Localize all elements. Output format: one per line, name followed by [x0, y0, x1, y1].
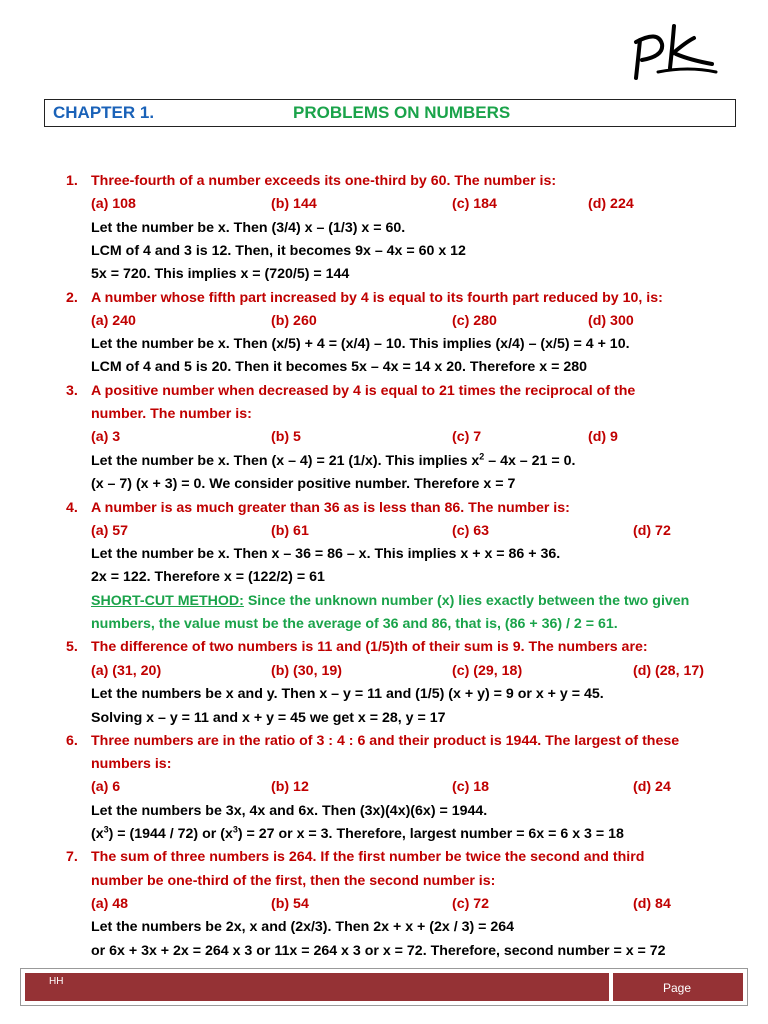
- solution-line: 5x = 720. This implies x = (720/5) = 144: [91, 266, 350, 282]
- option-d: (d) 9: [588, 429, 618, 445]
- solution-line: Let the numbers be 2x, x and (2x/3). Then 2x + x + (2x / 3) = 264: [91, 919, 515, 935]
- option-b: (b) 61: [271, 523, 309, 539]
- question-text: A number is as much greater than 36 as is less than 86. The number is:: [91, 500, 570, 516]
- option-c: (c) 63: [452, 523, 490, 539]
- option-c: (c) 72: [452, 896, 490, 912]
- solution-line: Solving x – y = 11 and x + y = 45 we get x = 28, y = 17: [91, 710, 446, 726]
- chapter-number: CHAPTER 1.: [53, 103, 155, 122]
- question-text: numbers is:: [91, 756, 172, 772]
- option-a: (a) 108: [91, 196, 136, 212]
- question-number: 7.: [66, 849, 78, 865]
- solution-line: (x – 7) (x + 3) = 0. We consider positive number. Therefore x = 7: [91, 476, 516, 492]
- option-c: (c) 7: [452, 429, 482, 445]
- question-text: Three numbers are in the ratio of 3 : 4 : 6 and their product is 1944. The largest of these: [91, 733, 680, 749]
- question-number: 3.: [66, 383, 78, 399]
- solution-line: [91, 452, 575, 470]
- option-c: (c) (29, 18): [452, 663, 523, 679]
- option-d: (d) 300: [588, 313, 634, 329]
- solution-text: ) = (1944 / 72) or (x: [108, 826, 233, 842]
- footer-initials: HH: [49, 976, 64, 987]
- solution-line: Let the number be x. Then (3/4) x – (1/3) x = 60.: [91, 220, 406, 236]
- option-a: (a) 48: [91, 896, 129, 912]
- chapter-title: PROBLEMS ON NUMBERS: [293, 103, 511, 122]
- option-d: (d) 24: [633, 779, 671, 795]
- solution-line: Let the numbers be x and y. Then x – y = 11 and (1/5) (x + y) = 9 or x + y = 45.: [91, 686, 604, 702]
- option-b: (b) 260: [271, 313, 317, 329]
- option-b: (b) 144: [271, 196, 317, 212]
- option-d: (d) 84: [633, 896, 671, 912]
- solution-text: – 4x – 21 = 0.: [484, 453, 576, 469]
- page-footer: [20, 968, 748, 1006]
- solution-line: Let the number be x. Then (x/5) + 4 = (x/4) – 10. This implies (x/4) – (x/5) = 4 + 10.: [91, 336, 630, 352]
- question-number: 4.: [66, 500, 78, 516]
- shortcut-label: SHORT-CUT METHOD:: [91, 593, 244, 609]
- question-number: 6.: [66, 733, 78, 749]
- option-a: (a) 6: [91, 779, 121, 795]
- option-a: (a) 3: [91, 429, 121, 445]
- solution-line: LCM of 4 and 5 is 20. Then it becomes 5x – 4x = 14 x 20. Therefore x = 280: [91, 359, 587, 375]
- option-d: (d) (28, 17): [633, 663, 704, 679]
- solution-line: 2x = 122. Therefore x = (122/2) = 61: [91, 569, 325, 585]
- question-text: The difference of two numbers is 11 and (1/5)th of their sum is 9. The numbers are:: [91, 639, 648, 655]
- option-b: (b) 54: [271, 896, 309, 912]
- footer-page-label: Page: [663, 981, 692, 995]
- option-d: (d) 224: [588, 196, 634, 212]
- shortcut-line: [91, 592, 689, 610]
- option-c: (c) 280: [452, 313, 497, 329]
- superscript: 2: [479, 451, 485, 462]
- solution-text: ) = 27 or x = 3. Therefore, largest number = 6x = 6 x 3 = 18: [237, 826, 624, 842]
- question-number: 2.: [66, 290, 78, 306]
- solution-text: (x: [91, 826, 104, 842]
- option-d: (d) 72: [633, 523, 671, 539]
- option-a: (a) 240: [91, 313, 136, 329]
- pk-logo: [628, 20, 724, 84]
- option-b: (b) (30, 19): [271, 663, 342, 679]
- question-text: number. The number is:: [91, 406, 252, 422]
- solution-line: LCM of 4 and 3 is 12. Then, it becomes 9x – 4x = 60 x 12: [91, 243, 466, 259]
- solution-line: or 6x + 3x + 2x = 264 x 3 or 11x = 264 x 3 or x = 72. Therefore, second number = x = 72: [91, 943, 666, 959]
- superscript: 3: [103, 824, 109, 835]
- option-b: (b) 12: [271, 779, 309, 795]
- solution-line: Let the numbers be 3x, 4x and 6x. Then (3x)(4x)(6x) = 1944.: [91, 803, 488, 819]
- question-number: 1.: [66, 173, 78, 189]
- shortcut-line: numbers, the value must be the average of 36 and 86, that is, (86 + 36) / 2 = 61.: [91, 616, 618, 632]
- question-number: 5.: [66, 639, 78, 655]
- question-text: number be one-third of the first, then the second number is:: [91, 873, 496, 889]
- shortcut-text: Since the unknown number (x) lies exactly between the two given: [243, 593, 690, 609]
- superscript: 3: [232, 824, 238, 835]
- question-text: A number whose fifth part increased by 4 is equal to its fourth part reduced by 10, is:: [91, 290, 663, 306]
- footer-bar-left: [25, 973, 609, 1001]
- option-a: (a) 57: [91, 523, 129, 539]
- solution-line: [91, 825, 624, 843]
- option-b: (b) 5: [271, 429, 301, 445]
- question-text: Three-fourth of a number exceeds its one-third by 60. The number is:: [91, 173, 557, 189]
- question-text: The sum of three numbers is 264. If the first number be twice the second and third: [91, 849, 645, 865]
- option-c: (c) 184: [452, 196, 497, 212]
- solution-line: Let the number be x. Then x – 36 = 86 – x. This implies x + x = 86 + 36.: [91, 546, 561, 562]
- question-text: A positive number when decreased by 4 is equal to 21 times the reciprocal of the: [91, 383, 636, 399]
- option-c: (c) 18: [452, 779, 490, 795]
- footer-bar-right: [613, 973, 743, 1001]
- chapter-header: [44, 99, 736, 127]
- option-a: (a) (31, 20): [91, 663, 162, 679]
- solution-text: Let the number be x. Then (x – 4) = 21 (1/x). This implies x: [91, 453, 480, 469]
